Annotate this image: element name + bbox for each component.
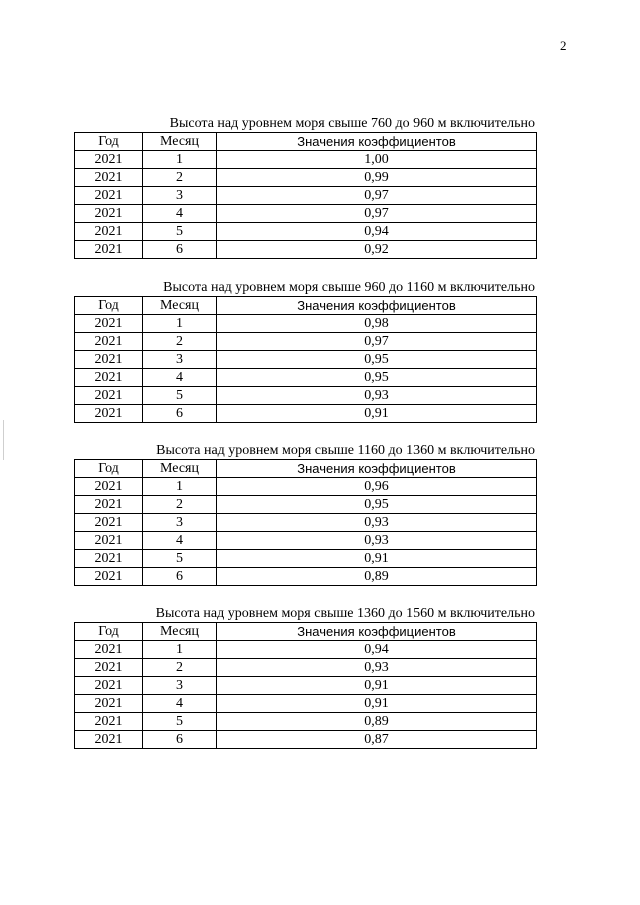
cell-year: 2021 [75,713,143,731]
cell-value: 0,87 [217,731,537,749]
header-month: Месяц [143,460,217,478]
cell-year: 2021 [75,315,143,333]
table-header-row [75,623,537,641]
cell-value: 0,95 [217,351,537,369]
cell-year: 2021 [75,151,143,169]
cell-month: 1 [143,315,217,333]
cell-month: 6 [143,568,217,586]
cell-value: 0,93 [217,532,537,550]
table-row [75,315,537,333]
page-number: 2 [560,38,567,53]
table-row [75,151,537,169]
table-row [75,550,537,568]
table-row [75,241,537,259]
table-row [75,405,537,423]
table-row [75,677,537,695]
cell-year: 2021 [75,659,143,677]
cell-year: 2021 [75,677,143,695]
cell-month: 5 [143,550,217,568]
cell-value: 1,00 [217,151,537,169]
cell-month: 3 [143,677,217,695]
header-month: Месяц [143,623,217,641]
coefficient-section-4 [74,605,537,749]
cell-month: 1 [143,478,217,496]
coefficient-table [74,296,537,423]
table-header-row [75,297,537,315]
cell-month: 2 [143,333,217,351]
cell-month: 6 [143,405,217,423]
cell-value: 0,93 [217,514,537,532]
cell-month: 3 [143,514,217,532]
table-row [75,496,537,514]
cell-month: 4 [143,695,217,713]
cell-value: 0,98 [217,315,537,333]
table-row [75,351,537,369]
cell-value: 0,91 [217,405,537,423]
cell-value: 0,97 [217,333,537,351]
cell-year: 2021 [75,187,143,205]
cell-value: 0,94 [217,641,537,659]
cell-year: 2021 [75,369,143,387]
cell-year: 2021 [75,695,143,713]
cell-value: 0,91 [217,550,537,568]
cell-month: 5 [143,387,217,405]
scan-edge-mark [3,420,4,460]
coefficient-section-2 [74,279,537,423]
cell-year: 2021 [75,351,143,369]
table-row [75,187,537,205]
header-year: Год [75,623,143,641]
cell-month: 4 [143,532,217,550]
coefficient-table [74,459,537,586]
cell-month: 3 [143,187,217,205]
section-title: Высота над уровнем моря свыше 1360 до 1560 м включительно [155,606,535,621]
cell-month: 2 [143,659,217,677]
table-header-row [75,133,537,151]
cell-value: 0,91 [217,677,537,695]
table-row [75,223,537,241]
cell-value: 0,96 [217,478,537,496]
cell-year: 2021 [75,241,143,259]
cell-value: 0,99 [217,169,537,187]
header-month: Месяц [143,133,217,151]
table-row [75,659,537,677]
header-coefficients: Значения коэффициентов [217,623,537,641]
coefficient-section-1 [74,115,537,259]
cell-year: 2021 [75,550,143,568]
cell-month: 4 [143,369,217,387]
header-coefficients: Значения коэффициентов [217,133,537,151]
table-row [75,333,537,351]
cell-month: 1 [143,151,217,169]
cell-year: 2021 [75,514,143,532]
cell-month: 5 [143,223,217,241]
cell-value: 0,95 [217,369,537,387]
header-year: Год [75,297,143,315]
cell-year: 2021 [75,333,143,351]
section-title: Высота над уровнем моря свыше 1160 до 1360 м включительно [156,443,535,458]
cell-month: 3 [143,351,217,369]
table-row [75,387,537,405]
table-row [75,731,537,749]
cell-month: 5 [143,713,217,731]
table-row [75,205,537,223]
table-row [75,478,537,496]
cell-month: 1 [143,641,217,659]
table-row [75,514,537,532]
cell-year: 2021 [75,169,143,187]
table-row [75,169,537,187]
cell-year: 2021 [75,478,143,496]
cell-month: 2 [143,169,217,187]
cell-month: 6 [143,731,217,749]
coefficient-section-3 [74,442,537,586]
cell-value: 0,93 [217,659,537,677]
cell-year: 2021 [75,731,143,749]
cell-value: 0,89 [217,568,537,586]
cell-month: 4 [143,205,217,223]
cell-month: 6 [143,241,217,259]
cell-value: 0,95 [217,496,537,514]
header-coefficients: Значения коэффициентов [217,297,537,315]
cell-value: 0,92 [217,241,537,259]
header-year: Год [75,460,143,478]
table-row [75,369,537,387]
table-row [75,532,537,550]
cell-year: 2021 [75,387,143,405]
section-title: Высота над уровнем моря свыше 760 до 960 м включительно [169,116,535,131]
table-header-row [75,460,537,478]
table-row [75,568,537,586]
cell-year: 2021 [75,641,143,659]
cell-year: 2021 [75,496,143,514]
cell-value: 0,91 [217,695,537,713]
cell-year: 2021 [75,223,143,241]
coefficient-table [74,622,537,749]
cell-value: 0,97 [217,187,537,205]
cell-value: 0,89 [217,713,537,731]
cell-month: 2 [143,496,217,514]
cell-year: 2021 [75,405,143,423]
section-title: Высота над уровнем моря свыше 960 до 1160 м включительно [163,280,535,295]
table-row [75,641,537,659]
header-month: Месяц [143,297,217,315]
cell-year: 2021 [75,205,143,223]
cell-value: 0,93 [217,387,537,405]
header-year: Год [75,133,143,151]
cell-year: 2021 [75,532,143,550]
header-coefficients: Значения коэффициентов [217,460,537,478]
table-row [75,695,537,713]
coefficient-table [74,132,537,259]
cell-year: 2021 [75,568,143,586]
cell-value: 0,94 [217,223,537,241]
cell-value: 0,97 [217,205,537,223]
table-row [75,713,537,731]
